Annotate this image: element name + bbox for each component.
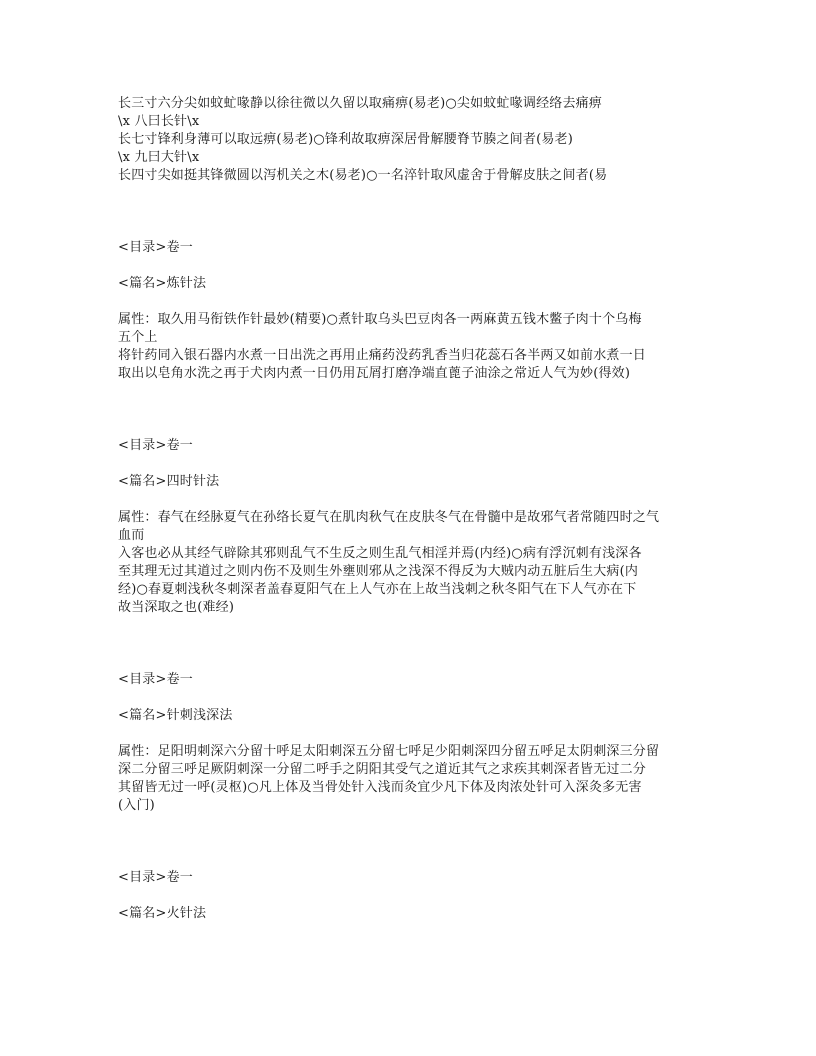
- catalog-label: <目录>卷一: [118, 870, 193, 885]
- text-line: \x 八曰长针\x: [118, 114, 200, 129]
- intro-block: [118, 95, 708, 185]
- text-line: 长四寸尖如挺其锋微圆以泻机关之木(易老)○一名淬针取风虚舍于骨解皮肤之间者(易: [118, 168, 608, 183]
- text-line: 长七寸锋利身薄可以取远痹(易老)○锋利故取痹深居骨解腰脊节腠之间者(易老): [118, 132, 574, 147]
- text-line: 取出以皂角水洗之再于犬肉内煮一日仍用瓦屑打磨净端直蓖子油涂之常近人气为妙(得效): [118, 366, 631, 381]
- section-title: <篇名>四时针法: [118, 474, 220, 489]
- section-sishizhenfa: [118, 437, 708, 617]
- section-title: <篇名>火针法: [118, 906, 207, 921]
- text-line: 血而: [118, 528, 145, 543]
- text-line: 入客也必从其经气辟除其邪则乱气不生反之则生乱气相淫并焉(内经)○病有浮沉刺有浅深各: [118, 546, 642, 561]
- text-line: 至其理无过其道过之则内伤不及则生外壅则邪从之浅深不得反为大贼内动五脏后生大病(内: [118, 564, 639, 579]
- section-huozhenfa: [118, 869, 708, 923]
- section-title: <篇名>炼针法: [118, 276, 207, 291]
- catalog-label: <目录>卷一: [118, 240, 193, 255]
- text-line: 将针药同入银石器内水煮一日出洗之再用止痛药没药乳香当归花蕊石各半两又如前水煮一日: [118, 348, 647, 363]
- text-line: 五个上: [118, 330, 158, 345]
- text-line: (入门): [118, 798, 155, 813]
- catalog-label: <目录>卷一: [118, 672, 193, 687]
- text-line: 属性：足阳明刺深六分留十呼足太阳刺深五分留七呼足少阳刺深四分留五呼足太阴刺深三分留: [118, 744, 660, 759]
- text-line: 深二分留三呼足厥阴刺深一分留二呼手之阴阳其受气之道近其气之求疾其刺深者皆无过二分: [118, 762, 647, 777]
- text-line: 属性：春气在经脉夏气在孙络长夏气在肌肉秋气在皮肤冬气在骨髓中是故邪气者常随四时之气: [118, 510, 660, 525]
- text-line: \x 九曰大针\x: [118, 150, 200, 165]
- text-line: 其留皆无过一呼(灵枢)○凡上体及当骨处针入浅而灸宜少凡下体及肉浓处针可入深灸多无害: [118, 780, 642, 795]
- section-zhencijianshenfa: [118, 671, 708, 815]
- document-page: [118, 95, 708, 923]
- section-lianzhenfa: [118, 239, 708, 383]
- catalog-label: <目录>卷一: [118, 438, 193, 453]
- text-line: 长三寸六分尖如蚊虻喙静以徐往微以久留以取痛痹(易老)○尖如蚊虻喙调经络去痛痹: [118, 96, 603, 111]
- text-line: 故当深取之也(难经): [118, 600, 235, 615]
- text-line: 属性：取久用马衔铁作针最妙(精要)○煮针取乌头巴豆肉各一两麻黄五钱木鳖子肉十个乌梅: [118, 312, 642, 327]
- text-line: 经)○春夏刺浅秋冬刺深者盖春夏阳气在上人气亦在上故当浅刺之秋冬阳气在下人气亦在下: [118, 582, 637, 597]
- section-title: <篇名>针刺浅深法: [118, 708, 233, 723]
